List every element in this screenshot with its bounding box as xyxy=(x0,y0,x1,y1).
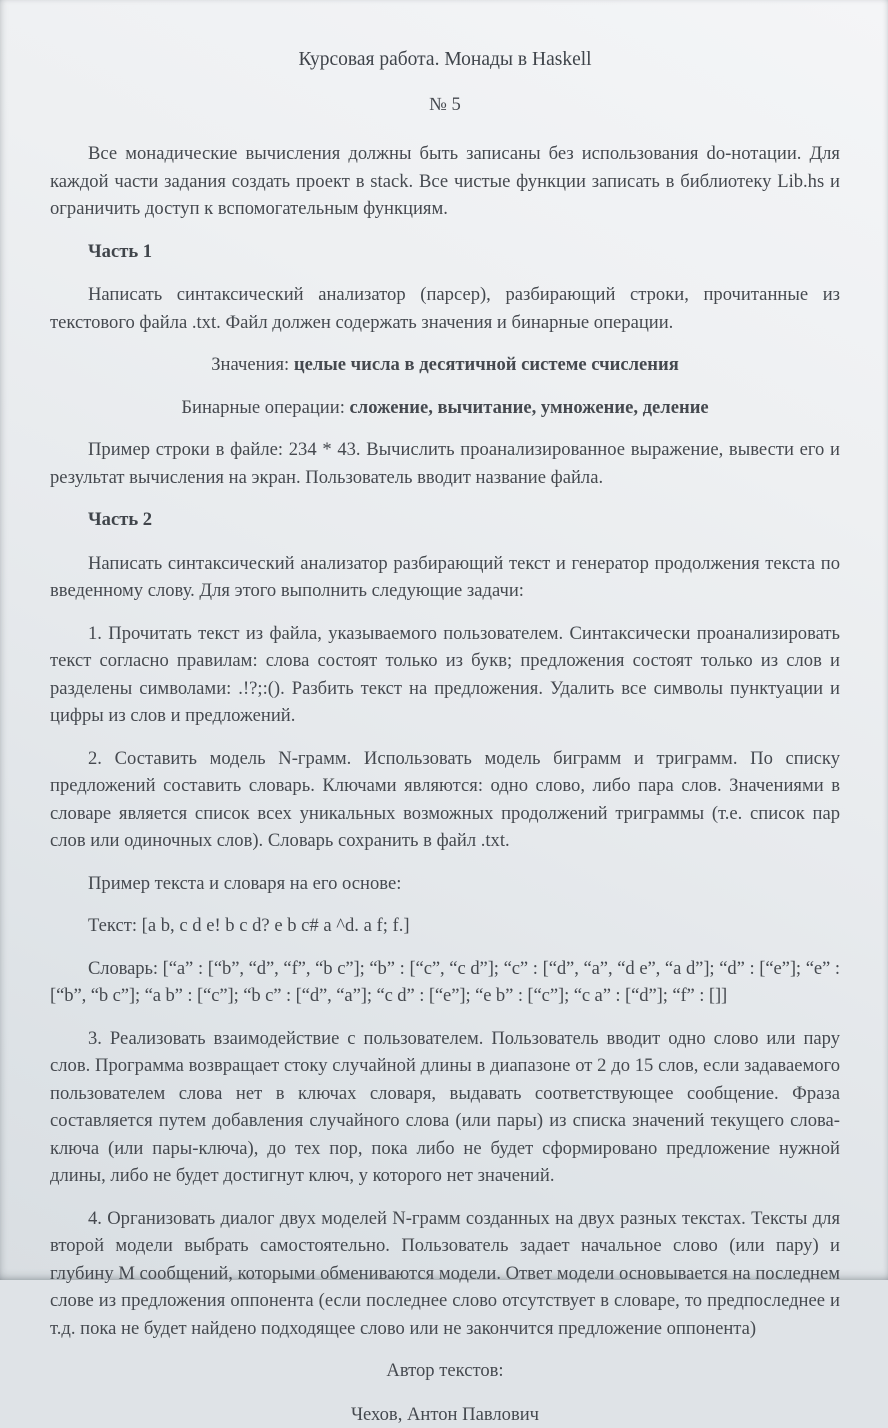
author-label: Автор текстов: xyxy=(50,1357,840,1385)
operations-value: сложение, вычитание, умножение, деление xyxy=(350,397,709,418)
document-title: Курсовая работа. Монады в Haskell xyxy=(50,46,840,74)
document-number: № 5 xyxy=(50,91,840,119)
author-name: Чехов, Антон Павлович xyxy=(50,1401,840,1428)
part1-heading: Часть 1 xyxy=(50,238,840,266)
example-dictionary-line: Словарь: [“a” : [“b”, “d”, “f”, “b c”]; “b” : [“c”, “c d”]; “c” : [“d”, “a”, “d e”, “a d”]; “d” : [“e”]; “e” : [“b”, “b c”]; “a b” : [“c”]; “b c” : [“d”, “a”]; “c d” : [“e”]; “e b” : [“c”]; “c a” : [“d”]; “f” : []] xyxy=(50,955,840,1010)
part2-paragraph: Написать синтаксический анализатор разбирающий текст и генератор продолжения текста по введенному слову. Для этого выполнить следующие задачи: xyxy=(50,550,840,605)
values-line xyxy=(50,351,840,379)
part2-task-2: 2. Составить модель N-грамм. Использовать модель биграмм и триграмм. По списку предложений составить словарь. Ключами являются: одно слово, либо пара слов. Значениями в словаре является список всех уникальных возможных продолжений триграммы (т.е. список пар слов или одиночных слов). Словарь сохранить в файл .txt. xyxy=(50,745,840,855)
values-label: Значения: xyxy=(211,354,294,375)
example-intro-line: Пример текста и словаря на его основе: xyxy=(50,870,840,898)
part2-heading: Часть 2 xyxy=(50,506,840,534)
part2-task-3: 3. Реализовать взаимодействие с пользователем. Пользователь вводит одно слово или пару слов. Программа возвращает стоку случайной длины в диапазоне от 2 до 15 слов, если задаваемого пользователем слова нет в ключах словаря, выдавать соответствующее сообщение. Фраза составляется путем добавления случайного слова (или пары) из списка значений текущего слова-ключа (или пары-ключа), до тех пор, пока либо не будет сформировано предложение нужной длины, либо не будет достигнут ключ, у которого нет значений. xyxy=(50,1025,840,1190)
values-value: целые числа в десятичной системе счисления xyxy=(294,354,679,375)
example-text-line: Текст: [a b, c d e! b c d? e b c# a ^d. a f; f.] xyxy=(50,912,840,940)
operations-label: Бинарные операции: xyxy=(181,397,349,418)
intro-paragraph: Все монадические вычисления должны быть записаны без использования do-нотации. Для каждой части задания создать проект в stack. Все чистые функции записать в библиотеку Lib.hs и ограничить доступ к вспомогательным функциям. xyxy=(50,140,840,223)
part2-task-1: 1. Прочитать текст из файла, указываемого пользователем. Синтаксически проанализировать текст согласно правилам: слова состоят только из букв; предложения состоят только из слов и разделены символами: .!?;:(). Разбить текст на предложения. Удалить все символы пунктуации и цифры из слов и предложений. xyxy=(50,620,840,730)
part2-task-4: 4. Организовать диалог двух моделей N-грамм созданных на двух разных текстах. Тексты для второй модели выбрать самостоятельно. Пользователь задает начальное слово (или пару) и глубину М сообщений, которыми обмениваются модели. Ответ модели основывается на последнем слове из предложения оппонента (если последнее слово отсутствует в словаре, то предпоследнее и т.д. пока не будет найдено подходящее слово или не закончится предложение оппонента) xyxy=(50,1205,840,1343)
part1-example-paragraph: Пример строки в файле: 234 * 43. Вычислить проанализированное выражение, вывести его и результат вычисления на экран. Пользователь вводит название файла. xyxy=(50,436,840,491)
part1-paragraph: Написать синтаксический анализатор (парсер), разбирающий строки, прочитанные из текстового файла .txt. Файл должен содержать значения и бинарные операции. xyxy=(50,281,840,336)
operations-line xyxy=(50,394,840,422)
